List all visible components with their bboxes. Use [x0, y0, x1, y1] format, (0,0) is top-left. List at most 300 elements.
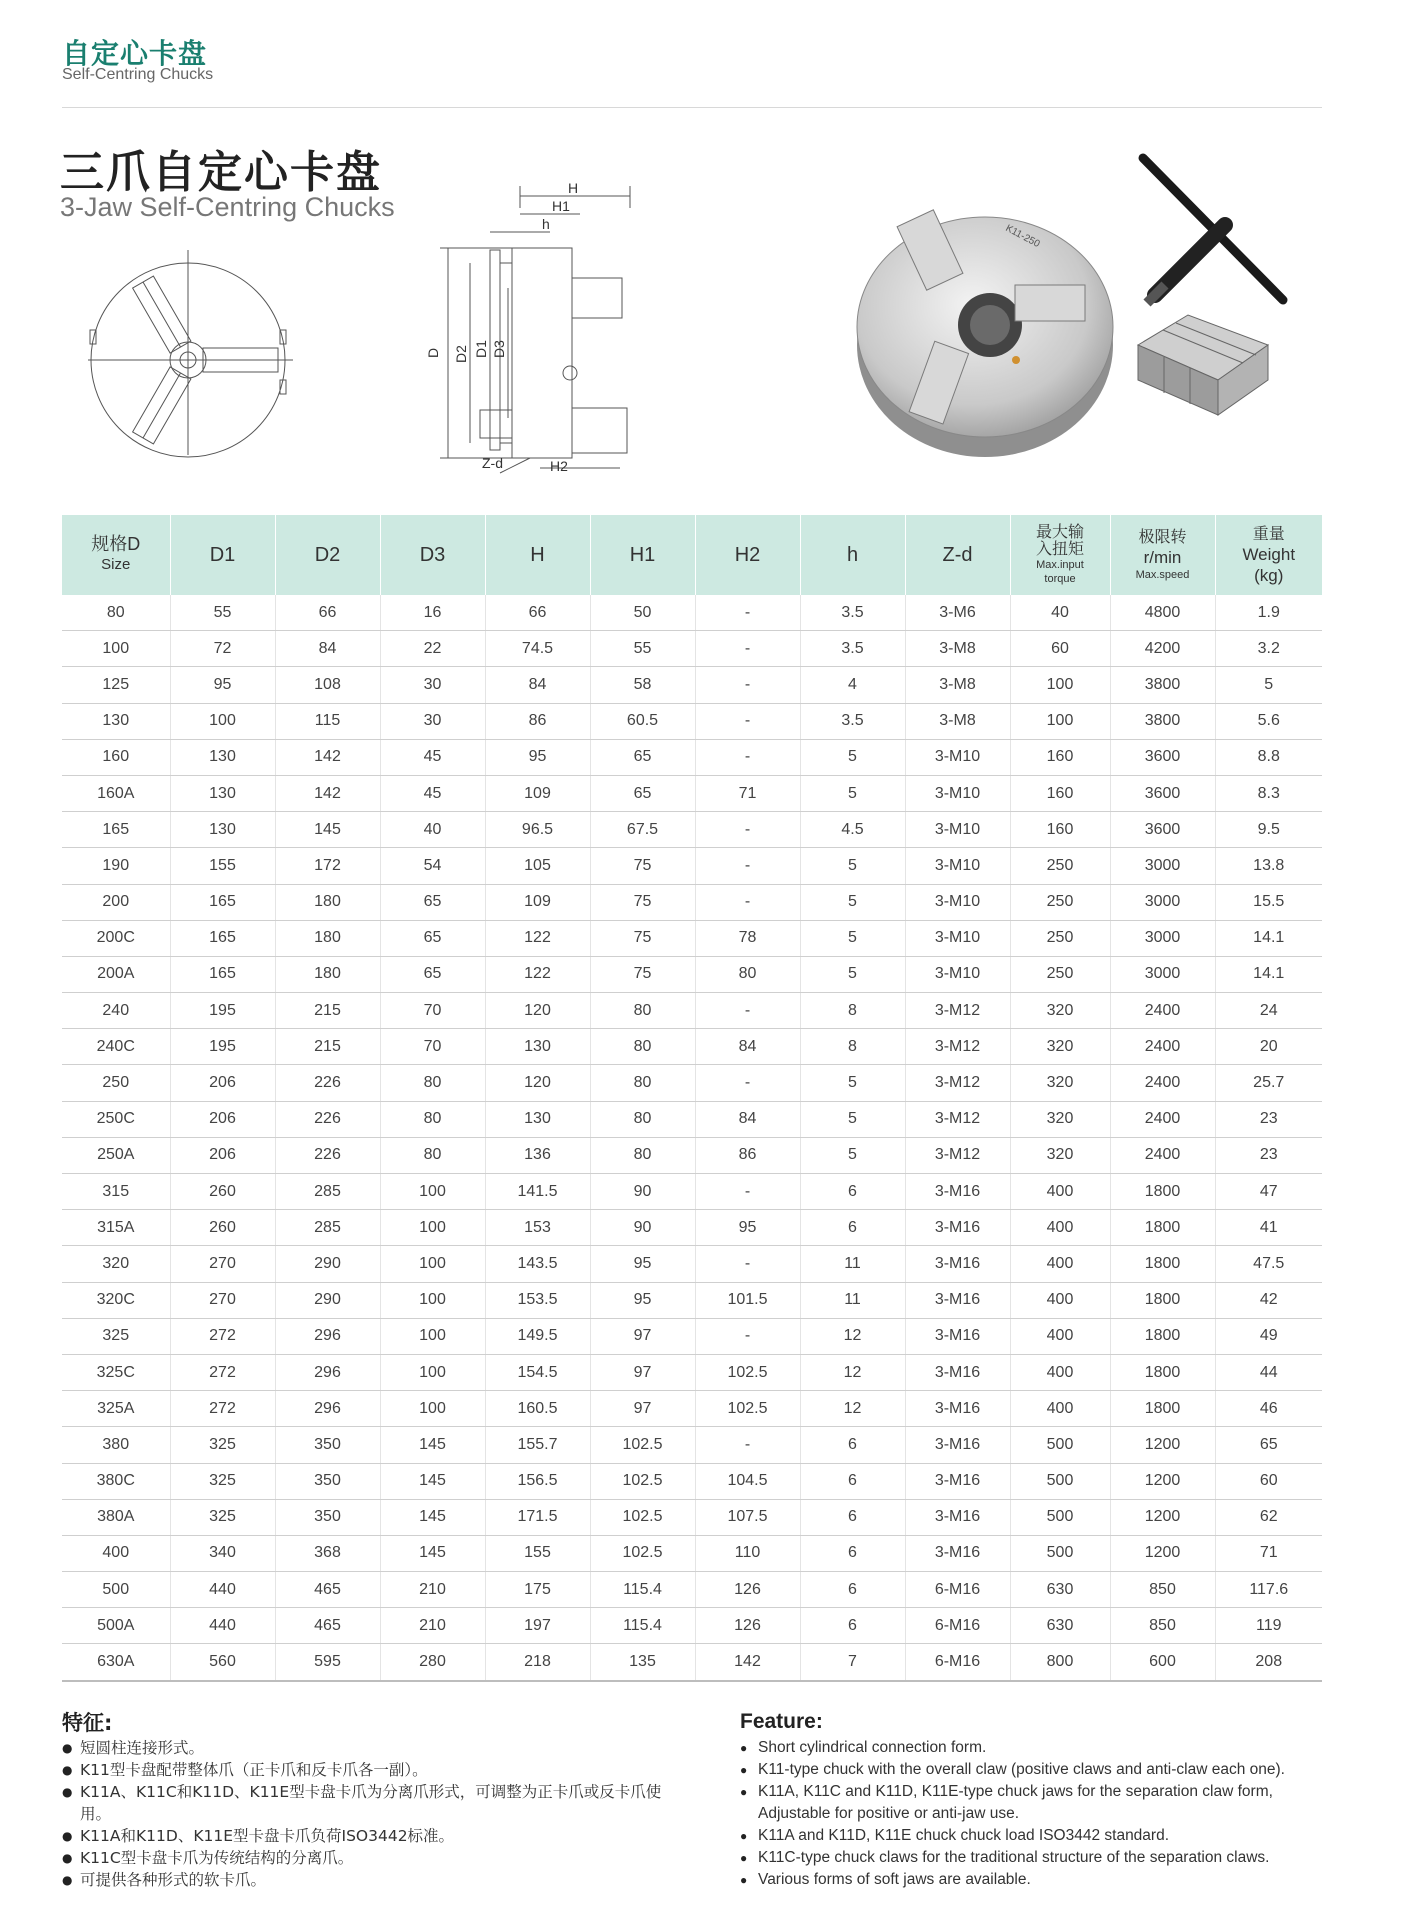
- table-cell: 3-M10: [905, 920, 1010, 956]
- table-cell: 90: [590, 1210, 695, 1246]
- table-cell: 206: [170, 1065, 275, 1101]
- table-cell: 180: [275, 920, 380, 956]
- table-cell: 120: [485, 993, 590, 1029]
- table-cell: 102.5: [590, 1463, 695, 1499]
- table-cell: 171.5: [485, 1499, 590, 1535]
- table-cell: 325: [170, 1499, 275, 1535]
- table-cell: 3-M16: [905, 1174, 1010, 1210]
- table-cell: 500: [62, 1572, 170, 1608]
- table-cell: 108: [275, 667, 380, 703]
- table-cell: 23: [1215, 1137, 1322, 1173]
- table-cell: 126: [695, 1608, 800, 1644]
- table-cell: 3-M12: [905, 1101, 1010, 1137]
- table-cell: -: [695, 1174, 800, 1210]
- table-cell: 2400: [1110, 1137, 1215, 1173]
- table-cell: -: [695, 993, 800, 1029]
- table-cell: 1800: [1110, 1354, 1215, 1390]
- col-header-d3: D3: [380, 515, 485, 595]
- table-cell: 3.5: [800, 631, 905, 667]
- table-cell: 3600: [1110, 812, 1215, 848]
- list-item: ● K11A and K11D, K11E chuck chuck load ISO3442 standard.: [740, 1825, 1340, 1847]
- table-cell: 272: [170, 1391, 275, 1427]
- table-cell: 115.4: [590, 1608, 695, 1644]
- table-cell: 1200: [1110, 1499, 1215, 1535]
- table-cell: 40: [380, 812, 485, 848]
- table-cell: 206: [170, 1101, 275, 1137]
- table-cell: 80: [695, 956, 800, 992]
- table-cell: 3-M16: [905, 1318, 1010, 1354]
- table-cell: 135: [590, 1644, 695, 1681]
- table-cell: 3-M10: [905, 775, 1010, 811]
- table-cell: 102.5: [695, 1354, 800, 1390]
- table-cell: 65: [590, 775, 695, 811]
- table-row: [62, 956, 1322, 992]
- table-cell: 3600: [1110, 739, 1215, 775]
- table-cell: 47: [1215, 1174, 1322, 1210]
- dim-label-D: D: [425, 347, 441, 358]
- table-cell: 65: [380, 884, 485, 920]
- table-cell: 400: [1010, 1246, 1110, 1282]
- table-cell: 3-M16: [905, 1391, 1010, 1427]
- table-cell: 100: [380, 1318, 485, 1354]
- table-cell: 100: [380, 1210, 485, 1246]
- table-cell: 97: [590, 1391, 695, 1427]
- table-row: [62, 1499, 1322, 1535]
- col-header-h: H: [485, 515, 590, 595]
- table-cell: 90: [590, 1174, 695, 1210]
- table-cell: 440: [170, 1608, 275, 1644]
- table-cell: 320C: [62, 1282, 170, 1318]
- list-item: ● 可提供各种形式的软卡爪。: [62, 1869, 682, 1891]
- col-header-d1: D1: [170, 515, 275, 595]
- table-cell: 3000: [1110, 884, 1215, 920]
- table-cell: 226: [275, 1137, 380, 1173]
- features-en-list: [740, 1737, 1340, 1891]
- table-cell: 145: [380, 1535, 485, 1571]
- table-cell: 5: [800, 956, 905, 992]
- table-cell: 296: [275, 1391, 380, 1427]
- table-cell: 3-M16: [905, 1463, 1010, 1499]
- table-cell: 165: [170, 884, 275, 920]
- table-cell: 208: [1215, 1644, 1322, 1681]
- table-cell: 325A: [62, 1391, 170, 1427]
- table-cell: 3-M16: [905, 1246, 1010, 1282]
- table-cell: 55: [590, 631, 695, 667]
- table-cell: 16: [380, 595, 485, 631]
- table-cell: 49: [1215, 1318, 1322, 1354]
- table-row: [62, 739, 1322, 775]
- table-cell: 50: [590, 595, 695, 631]
- table-cell: 3-M6: [905, 595, 1010, 631]
- table-row: [62, 848, 1322, 884]
- table-cell: 165: [170, 956, 275, 992]
- table-cell: 3.2: [1215, 631, 1322, 667]
- table-cell: 66: [485, 595, 590, 631]
- table-row: [62, 1137, 1322, 1173]
- table-cell: 195: [170, 1029, 275, 1065]
- table-cell: 250: [1010, 920, 1110, 956]
- table-cell: 3-M16: [905, 1499, 1010, 1535]
- table-cell: 100: [1010, 667, 1110, 703]
- table-cell: 195: [170, 993, 275, 1029]
- table-row: [62, 920, 1322, 956]
- table-cell: 74.5: [485, 631, 590, 667]
- table-cell: 42: [1215, 1282, 1322, 1318]
- table-cell: 5: [800, 920, 905, 956]
- table-cell: 350: [275, 1499, 380, 1535]
- table-cell: 40: [1010, 595, 1110, 631]
- table-cell: 3-M10: [905, 812, 1010, 848]
- table-cell: 24: [1215, 993, 1322, 1029]
- table-cell: 3-M16: [905, 1354, 1010, 1390]
- table-cell: 320: [1010, 1137, 1110, 1173]
- table-cell: 2400: [1110, 1101, 1215, 1137]
- table-cell: 160A: [62, 775, 170, 811]
- table-cell: 1800: [1110, 1282, 1215, 1318]
- table-cell: 5: [800, 884, 905, 920]
- table-cell: 200A: [62, 956, 170, 992]
- table-cell: 325C: [62, 1354, 170, 1390]
- table-cell: 260: [170, 1174, 275, 1210]
- header-divider: [62, 107, 1322, 108]
- spec-table-body: [62, 595, 1322, 1681]
- table-cell: 6: [800, 1572, 905, 1608]
- table-cell: 272: [170, 1354, 275, 1390]
- table-cell: 6-M16: [905, 1572, 1010, 1608]
- table-cell: 155.7: [485, 1427, 590, 1463]
- table-cell: 320: [1010, 1065, 1110, 1101]
- table-cell: 71: [1215, 1535, 1322, 1571]
- table-cell: 210: [380, 1608, 485, 1644]
- chuck-marking: K11-250: [1003, 222, 1042, 251]
- table-cell: 153.5: [485, 1282, 590, 1318]
- chuck-key-photo: [1125, 170, 1295, 320]
- dim-label-H2: H2: [550, 458, 568, 474]
- table-row: [62, 1101, 1322, 1137]
- table-cell: 500: [1010, 1535, 1110, 1571]
- table-cell: 8.3: [1215, 775, 1322, 811]
- table-cell: 175: [485, 1572, 590, 1608]
- table-cell: 130: [62, 703, 170, 739]
- table-cell: 6-M16: [905, 1644, 1010, 1681]
- category-title: 自定心卡盘: [62, 37, 208, 70]
- table-cell: 1800: [1110, 1391, 1215, 1427]
- table-cell: 3800: [1110, 667, 1215, 703]
- table-cell: 5: [800, 739, 905, 775]
- table-cell: 400: [1010, 1354, 1110, 1390]
- table-cell: 62: [1215, 1499, 1322, 1535]
- table-cell: 270: [170, 1246, 275, 1282]
- table-cell: 3-M12: [905, 1065, 1010, 1101]
- table-cell: 6: [800, 1463, 905, 1499]
- table-cell: 3-M12: [905, 1137, 1010, 1173]
- table-cell: -: [695, 848, 800, 884]
- table-cell: 280: [380, 1644, 485, 1681]
- table-cell: 4.5: [800, 812, 905, 848]
- table-cell: 100: [380, 1174, 485, 1210]
- table-cell: 5: [800, 1065, 905, 1101]
- table-cell: 3-M12: [905, 1029, 1010, 1065]
- table-cell: 125: [62, 667, 170, 703]
- table-cell: 350: [275, 1463, 380, 1499]
- table-cell: 440: [170, 1572, 275, 1608]
- spare-jaws-photo: [1128, 305, 1278, 425]
- dim-label-D2: D2: [453, 345, 469, 363]
- table-cell: 296: [275, 1354, 380, 1390]
- table-cell: 5.6: [1215, 703, 1322, 739]
- table-cell: 95: [170, 667, 275, 703]
- list-item: ● Short cylindrical connection form.: [740, 1737, 1340, 1759]
- table-cell: 296: [275, 1318, 380, 1354]
- table-cell: 3-M8: [905, 631, 1010, 667]
- table-cell: 142: [695, 1644, 800, 1681]
- table-cell: -: [695, 739, 800, 775]
- table-row: [62, 1282, 1322, 1318]
- table-cell: 110: [695, 1535, 800, 1571]
- table-cell: 143.5: [485, 1246, 590, 1282]
- table-cell: 5: [800, 775, 905, 811]
- table-cell: 142: [275, 775, 380, 811]
- table-cell: 65: [590, 739, 695, 775]
- table-cell: 290: [275, 1246, 380, 1282]
- spec-table: [62, 515, 1322, 1682]
- table-cell: 3-M10: [905, 739, 1010, 775]
- table-cell: 3.5: [800, 595, 905, 631]
- table-cell: 6: [800, 1210, 905, 1246]
- table-cell: 65: [380, 920, 485, 956]
- dim-label-H: H: [568, 180, 579, 196]
- table-cell: 3-M12: [905, 993, 1010, 1029]
- table-cell: 130: [170, 775, 275, 811]
- table-cell: 2400: [1110, 1065, 1215, 1101]
- table-cell: 6-M16: [905, 1608, 1010, 1644]
- table-cell: 41: [1215, 1210, 1322, 1246]
- table-cell: 149.5: [485, 1318, 590, 1354]
- table-cell: 20: [1215, 1029, 1322, 1065]
- table-cell: 9.5: [1215, 812, 1322, 848]
- table-cell: -: [695, 812, 800, 848]
- table-row: [62, 1391, 1322, 1427]
- table-cell: 145: [380, 1499, 485, 1535]
- table-cell: 630A: [62, 1644, 170, 1681]
- table-cell: 500: [1010, 1499, 1110, 1535]
- table-cell: 7: [800, 1644, 905, 1681]
- chuck-front-drawing: [88, 250, 308, 460]
- table-cell: 84: [695, 1101, 800, 1137]
- table-cell: 3-M16: [905, 1282, 1010, 1318]
- table-cell: 320: [1010, 1101, 1110, 1137]
- table-cell: 6: [800, 1427, 905, 1463]
- table-cell: 80: [62, 595, 170, 631]
- table-row: [62, 1535, 1322, 1571]
- table-cell: 130: [485, 1029, 590, 1065]
- table-row: [62, 1246, 1322, 1282]
- table-cell: 465: [275, 1608, 380, 1644]
- table-cell: 145: [380, 1463, 485, 1499]
- col-header-speed: 极限转 r/min Max.speed: [1110, 515, 1215, 595]
- table-cell: 156.5: [485, 1463, 590, 1499]
- list-item: ● 短圆柱连接形式。: [62, 1737, 682, 1759]
- table-row: [62, 993, 1322, 1029]
- table-cell: 160.5: [485, 1391, 590, 1427]
- table-cell: 368: [275, 1535, 380, 1571]
- table-cell: 630: [1010, 1608, 1110, 1644]
- table-cell: -: [695, 631, 800, 667]
- table-cell: 1.9: [1215, 595, 1322, 631]
- product-title: 三爪自定心卡盘: [60, 147, 382, 198]
- table-cell: 240: [62, 993, 170, 1029]
- table-cell: 8: [800, 993, 905, 1029]
- table-cell: 315: [62, 1174, 170, 1210]
- table-cell: 2400: [1110, 993, 1215, 1029]
- table-row: [62, 1354, 1322, 1390]
- table-row: [62, 1644, 1322, 1681]
- features-cn-list: [62, 1737, 682, 1891]
- table-cell: 95: [485, 739, 590, 775]
- table-cell: 75: [590, 956, 695, 992]
- table-cell: 30: [380, 667, 485, 703]
- table-cell: 97: [590, 1354, 695, 1390]
- table-cell: 3-M8: [905, 667, 1010, 703]
- features-cn-title: 特征:: [62, 1711, 113, 1735]
- table-cell: 260: [170, 1210, 275, 1246]
- list-item: ● K11C型卡盘卡爪为传统结构的分离爪。: [62, 1847, 682, 1869]
- table-cell: 102.5: [590, 1535, 695, 1571]
- table-cell: 3-M16: [905, 1210, 1010, 1246]
- list-item: ● K11C-type chuck claws for the traditional structure of the separation claws.: [740, 1847, 1340, 1869]
- table-row: [62, 775, 1322, 811]
- table-cell: 22: [380, 631, 485, 667]
- table-cell: -: [695, 884, 800, 920]
- table-cell: 320: [62, 1246, 170, 1282]
- col-header-h-small: h: [800, 515, 905, 595]
- table-row: [62, 1608, 1322, 1644]
- table-cell: 12: [800, 1391, 905, 1427]
- table-cell: 325: [170, 1463, 275, 1499]
- table-cell: 100: [170, 703, 275, 739]
- table-cell: 180: [275, 956, 380, 992]
- table-cell: 560: [170, 1644, 275, 1681]
- table-cell: 285: [275, 1210, 380, 1246]
- table-cell: 80: [590, 1065, 695, 1101]
- table-cell: 630: [1010, 1572, 1110, 1608]
- table-cell: 3000: [1110, 920, 1215, 956]
- table-cell: 197: [485, 1608, 590, 1644]
- table-cell: 320: [1010, 1029, 1110, 1065]
- table-cell: 65: [1215, 1427, 1322, 1463]
- table-cell: 6: [800, 1608, 905, 1644]
- table-cell: 595: [275, 1644, 380, 1681]
- table-cell: 270: [170, 1282, 275, 1318]
- table-row: [62, 884, 1322, 920]
- table-cell: 850: [1110, 1608, 1215, 1644]
- table-cell: 250: [1010, 884, 1110, 920]
- table-cell: 5: [1215, 667, 1322, 703]
- table-cell: 1200: [1110, 1427, 1215, 1463]
- table-cell: 55: [170, 595, 275, 631]
- table-row: [62, 1318, 1322, 1354]
- table-cell: 4800: [1110, 595, 1215, 631]
- table-cell: 130: [485, 1101, 590, 1137]
- table-cell: 5: [800, 848, 905, 884]
- table-cell: 45: [380, 739, 485, 775]
- table-cell: 226: [275, 1065, 380, 1101]
- table-cell: 400: [62, 1535, 170, 1571]
- table-cell: 97: [590, 1318, 695, 1354]
- table-cell: 80: [590, 1029, 695, 1065]
- table-cell: 70: [380, 993, 485, 1029]
- table-cell: 400: [1010, 1210, 1110, 1246]
- table-cell: 165: [170, 920, 275, 956]
- table-cell: 120: [485, 1065, 590, 1101]
- table-cell: 122: [485, 956, 590, 992]
- table-cell: 155: [485, 1535, 590, 1571]
- table-cell: 6: [800, 1535, 905, 1571]
- table-cell: 500A: [62, 1608, 170, 1644]
- table-cell: 3800: [1110, 703, 1215, 739]
- table-cell: 215: [275, 1029, 380, 1065]
- table-cell: 84: [695, 1029, 800, 1065]
- chuck-photo: [850, 195, 1120, 465]
- table-cell: 380: [62, 1427, 170, 1463]
- table-cell: 75: [590, 884, 695, 920]
- table-cell: 3-M10: [905, 956, 1010, 992]
- table-cell: 250C: [62, 1101, 170, 1137]
- table-cell: 1800: [1110, 1174, 1215, 1210]
- table-cell: 119: [1215, 1608, 1322, 1644]
- table-cell: 130: [170, 812, 275, 848]
- table-row: [62, 1065, 1322, 1101]
- table-cell: 226: [275, 1101, 380, 1137]
- table-cell: 3.5: [800, 703, 905, 739]
- table-row: [62, 595, 1322, 631]
- table-cell: 86: [485, 703, 590, 739]
- table-cell: 44: [1215, 1354, 1322, 1390]
- table-cell: 3000: [1110, 956, 1215, 992]
- table-cell: 54: [380, 848, 485, 884]
- table-cell: 100: [380, 1354, 485, 1390]
- table-cell: 107.5: [695, 1499, 800, 1535]
- table-cell: 142: [275, 739, 380, 775]
- table-cell: 160: [1010, 812, 1110, 848]
- table-cell: 96.5: [485, 812, 590, 848]
- table-cell: 80: [380, 1101, 485, 1137]
- table-cell: 3000: [1110, 848, 1215, 884]
- table-cell: 66: [275, 595, 380, 631]
- table-row: [62, 1572, 1322, 1608]
- table-cell: 95: [590, 1282, 695, 1318]
- table-row: [62, 1174, 1322, 1210]
- table-row: [62, 667, 1322, 703]
- table-cell: 80: [590, 993, 695, 1029]
- table-cell: 100: [380, 1391, 485, 1427]
- dim-label-Zd: Z-d: [482, 455, 503, 471]
- table-cell: 250: [1010, 848, 1110, 884]
- table-cell: 320: [1010, 993, 1110, 1029]
- table-cell: 325: [170, 1427, 275, 1463]
- table-cell: 800: [1010, 1644, 1110, 1681]
- table-cell: 80: [380, 1137, 485, 1173]
- col-header-d2: D2: [275, 515, 380, 595]
- table-cell: 65: [380, 956, 485, 992]
- table-cell: 315A: [62, 1210, 170, 1246]
- col-header-weight: 重量 Weight (kg): [1215, 515, 1322, 595]
- table-cell: 47.5: [1215, 1246, 1322, 1282]
- table-cell: 100: [62, 631, 170, 667]
- table-cell: 60.5: [590, 703, 695, 739]
- category-subtitle: Self-Centring Chucks: [62, 66, 214, 83]
- product-subtitle: 3-Jaw Self-Centring Chucks: [60, 192, 395, 222]
